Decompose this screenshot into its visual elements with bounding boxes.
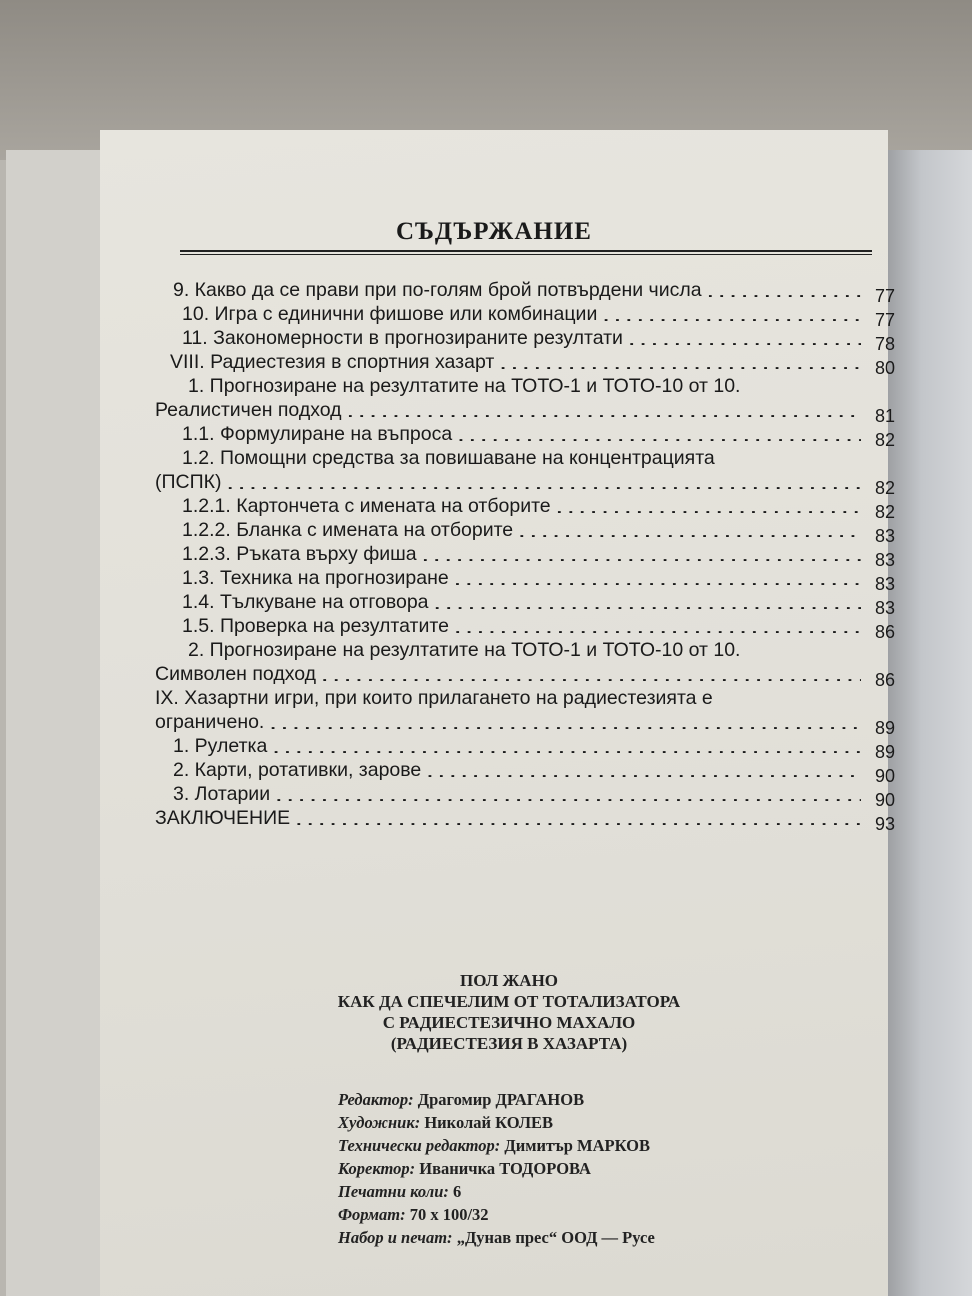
book-title-line: (РАДИЕСТЕЗИЯ В ХАЗАРТА) <box>390 1034 628 1053</box>
dot-leader <box>227 479 861 489</box>
toc-entry-text: Символен подход <box>155 663 317 685</box>
toc-page-number: 83 <box>874 526 895 546</box>
dot-leader <box>603 311 861 321</box>
toc-page-number: 81 <box>874 406 895 426</box>
credit-line: Набор и печат: „Дунав прес“ ООД — Русе <box>338 1228 655 1247</box>
book-page <box>100 130 895 1296</box>
book-title-line: С РАДИЕСТЕЗИЧНО МАХАЛО <box>382 1013 636 1032</box>
toc-entry <box>155 614 895 642</box>
cover-edge <box>888 150 972 1296</box>
toc-page-number: 86 <box>874 622 895 642</box>
toc-entry <box>155 398 895 426</box>
toc-entry-text: 1.1. Формулиране на въпроса <box>182 423 453 445</box>
toc-entry-text: Реалистичен подход <box>155 399 342 421</box>
toc-entry-text: (ПСПК) <box>155 471 222 493</box>
toc-entry-text: 1.5. Проверка на резултатите <box>182 615 449 637</box>
toc-page-number: 89 <box>874 718 895 738</box>
dot-leader <box>519 527 861 537</box>
dot-leader <box>273 743 861 753</box>
toc-entry-text: 10. Игра с единични фишове или комбинации <box>182 303 598 325</box>
dot-leader <box>708 287 861 297</box>
toc-entry <box>155 374 895 398</box>
toc-page-number: 90 <box>874 766 895 786</box>
author-name: ПОЛ ЖАНО <box>459 971 559 990</box>
toc-entry <box>155 350 895 378</box>
toc-page-number: 89 <box>874 742 895 762</box>
credit-line: Печатни коли: 6 <box>338 1182 462 1201</box>
toc-entry <box>155 710 895 738</box>
toc-entry-text: 1. Рулетка <box>173 735 268 757</box>
credit-line: Технически редактор: Димитър МАРКОВ <box>338 1136 651 1155</box>
toc-page-number: 82 <box>874 478 895 498</box>
credit-line: Коректор: Иваничка ТОДОРОВА <box>338 1159 591 1178</box>
toc-entry <box>155 518 895 546</box>
toc-entry <box>155 566 895 594</box>
toc-entry-text: IX. Хазартни игри, при които прилагането на радиестезията е <box>155 687 713 709</box>
toc-entry-text: 2. Прогнозиране на резултатите на ТОТО-1 и ТОТО-10 от 10. <box>188 639 741 661</box>
toc-entry <box>155 734 895 762</box>
toc-entry <box>155 278 895 306</box>
toc-entry <box>155 638 895 662</box>
toc-entry <box>155 446 895 470</box>
toc-page-number: 83 <box>874 550 895 570</box>
toc-page-number: 82 <box>874 430 895 450</box>
toc-entry <box>155 470 895 498</box>
toc-entry-text: 1.2.1. Картончета с имената на отборите <box>182 495 551 517</box>
credit-line: Формат: 70 x 100/32 <box>338 1205 489 1224</box>
toc-entry-text: 3. Лотарии <box>173 783 271 805</box>
toc-page-number: 93 <box>874 814 895 834</box>
toc-entry-text: 1.2. Помощни средства за повишаване на концентрацията <box>182 447 715 469</box>
toc-entry <box>155 758 895 786</box>
toc-entry-text: 1.3. Техника на прогнозиране <box>182 567 449 589</box>
credit-line: Редактор: Драгомир ДРАГАНОВ <box>338 1090 585 1109</box>
toc-entry <box>155 806 895 834</box>
toc-entry-text: 1. Прогнозиране на резултатите на ТОТО-1 и ТОТО-10 от 10. <box>188 375 741 397</box>
dot-leader <box>348 407 861 417</box>
toc-entry <box>155 302 895 330</box>
book-title-line: КАК ДА СПЕЧЕЛИМ ОТ ТОТАЛИЗАТОРА <box>337 992 681 1011</box>
toc-page-number: 77 <box>874 286 895 306</box>
toc-entry <box>155 590 895 618</box>
dot-leader <box>270 719 861 729</box>
dot-leader <box>427 767 861 777</box>
toc-entry-text: 2. Карти, ротативки, зарове <box>173 759 422 781</box>
dot-leader <box>629 335 861 345</box>
toc-page-number: 77 <box>874 310 895 330</box>
toc-page-number: 82 <box>874 502 895 522</box>
dot-leader <box>455 623 861 633</box>
dot-leader <box>322 671 861 681</box>
dot-leader <box>296 815 861 825</box>
toc-entry <box>155 422 895 450</box>
toc-entry <box>155 542 895 570</box>
credits-list <box>338 1088 655 1249</box>
table-of-contents <box>155 278 895 834</box>
toc-entry-text: ограничено. <box>155 711 265 733</box>
credit-line: Художник: Николай КОЛЕВ <box>338 1113 554 1132</box>
toc-entry <box>155 494 895 522</box>
dot-leader <box>557 503 861 513</box>
toc-entry <box>155 686 895 710</box>
toc-entry-text: 9. Какво да се прави при по-голям брой потвърдени числа <box>173 279 702 301</box>
dot-leader <box>455 575 861 585</box>
toc-entry-text: 1.4. Тълкуване на отговора <box>182 591 429 613</box>
toc-page-number: 78 <box>874 334 895 354</box>
toc-entry <box>155 326 895 354</box>
dot-leader <box>435 599 861 609</box>
title-rule <box>180 250 872 255</box>
dot-leader <box>423 551 861 561</box>
toc-page-number: 80 <box>874 358 895 378</box>
toc-page-number: 83 <box>874 598 895 618</box>
dot-leader <box>458 431 861 441</box>
toc-entry-text: 1.2.2. Бланка с имената на отборите <box>182 519 514 541</box>
toc-entry-text: VIII. Радиестезия в спортния хазарт <box>170 351 495 373</box>
toc-entry-text: 11. Закономерности в прогнозираните резултати <box>182 327 623 349</box>
dot-leader <box>500 359 861 369</box>
toc-page-number: 83 <box>874 574 895 594</box>
toc-title: СЪДЪРЖАНИЕ <box>396 218 592 245</box>
dot-leader <box>276 791 861 801</box>
toc-entry <box>155 662 895 690</box>
toc-entry <box>155 782 895 810</box>
toc-entry-text: 1.2.3. Ръката върху фиша <box>182 543 417 565</box>
toc-page-number: 86 <box>874 670 895 690</box>
colophon <box>100 970 888 1247</box>
toc-page-number: 90 <box>874 790 895 810</box>
toc-entry-text: ЗАКЛЮЧЕНИЕ <box>155 807 291 829</box>
